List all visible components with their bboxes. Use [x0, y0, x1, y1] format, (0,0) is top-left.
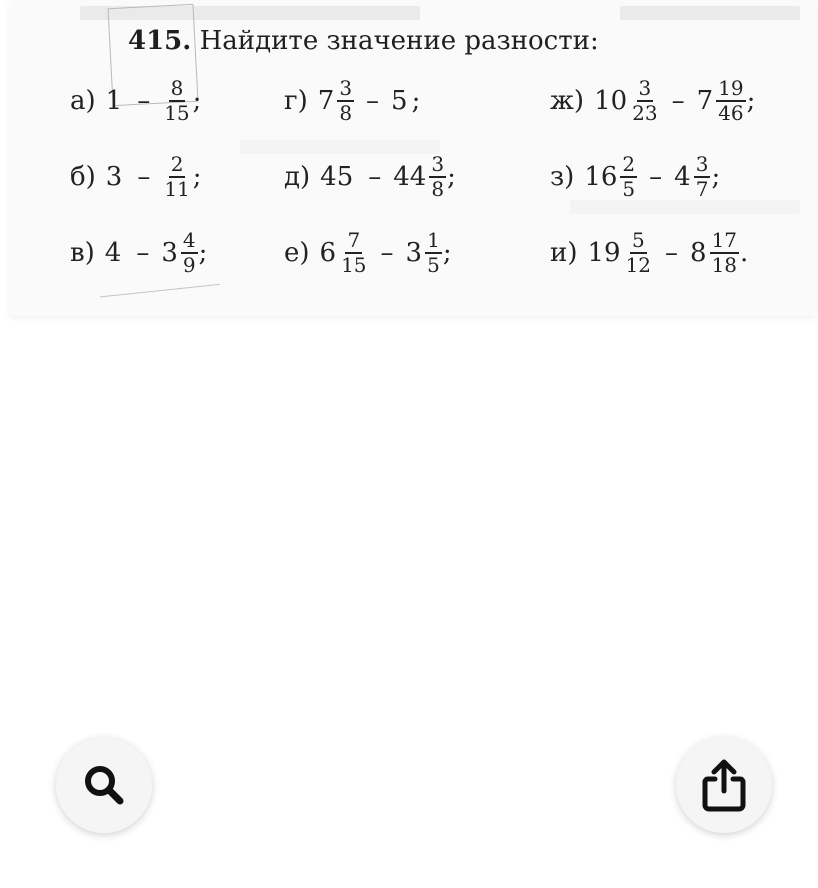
task-item: [550, 70, 755, 132]
denominator: 5: [427, 253, 440, 277]
denominator: 15: [341, 253, 367, 277]
textbook-page-photo: [10, 0, 816, 316]
punctuation: .: [740, 238, 749, 268]
task-item: [284, 146, 456, 208]
minus-sign: –: [137, 162, 151, 192]
whole-number: 4: [674, 162, 691, 192]
fraction: [630, 77, 659, 125]
punctuation: ;: [192, 162, 202, 192]
task-label: и): [550, 238, 578, 268]
minus-sign: –: [136, 238, 150, 268]
whole-number: 44: [393, 162, 427, 192]
search-icon: [80, 761, 128, 809]
denominator: 7: [695, 177, 709, 201]
task-item: [284, 222, 452, 284]
minus-sign: –: [649, 162, 663, 192]
numerator: 3: [431, 152, 445, 176]
numerator: 4: [182, 228, 196, 252]
numerator: 3: [339, 76, 353, 100]
whole-number: 16: [584, 162, 618, 192]
problem-heading: Найдите значение разности:: [199, 26, 599, 56]
fraction: [716, 77, 745, 125]
minus-sign: –: [671, 86, 685, 116]
punctuation: ;: [411, 86, 421, 116]
fraction: [425, 229, 442, 277]
denominator: 12: [625, 253, 652, 277]
task-item: [550, 222, 748, 284]
task-item: [70, 146, 202, 208]
pencil-mark: [100, 284, 224, 316]
numerator: 2: [170, 152, 184, 176]
punctuation: ;: [711, 162, 721, 192]
whole-number: 45: [320, 162, 354, 192]
fraction: [181, 229, 198, 277]
fraction: [624, 229, 653, 277]
minus-sign: –: [368, 162, 382, 192]
numerator: 3: [695, 152, 709, 176]
punctuation: ;: [198, 238, 208, 268]
task-label: в): [70, 238, 95, 268]
task-label: а): [70, 86, 96, 116]
task-item: [70, 222, 207, 284]
fraction: [710, 229, 739, 277]
denominator: 23: [632, 101, 658, 125]
whole-number: 8: [690, 238, 707, 268]
minus-sign: –: [366, 86, 380, 116]
problem-number: 415.: [128, 26, 192, 56]
fraction: [337, 77, 354, 125]
problem-title: [128, 26, 599, 56]
numerator: 19: [718, 76, 744, 100]
whole-number: 6: [319, 238, 337, 268]
denominator: 5: [622, 177, 636, 201]
minus-sign: –: [380, 238, 394, 268]
task-label: з): [550, 162, 575, 192]
punctuation: ;: [447, 162, 456, 192]
whole-number: 3: [161, 238, 178, 268]
task-label: б): [70, 162, 96, 192]
punctuation: ;: [746, 86, 756, 116]
task-label: е): [284, 238, 310, 268]
whole-number: 19: [587, 238, 621, 268]
numerator: 2: [622, 152, 636, 176]
whole-number: 3: [405, 238, 423, 268]
minus-sign: –: [137, 86, 151, 116]
fraction: [162, 153, 191, 201]
minus-sign: –: [665, 238, 679, 268]
numerator: 8: [170, 76, 184, 100]
fraction: [429, 153, 446, 201]
denominator: 8: [431, 177, 445, 201]
share-button[interactable]: [676, 737, 772, 833]
task-label: г): [284, 86, 308, 116]
punctuation: ;: [192, 86, 202, 116]
whole-number: 10: [594, 86, 628, 116]
task-label: ж): [550, 86, 585, 116]
denominator: 18: [711, 253, 738, 277]
numerator: 1: [427, 228, 440, 252]
numerator: 7: [347, 228, 361, 252]
whole-number: 7: [696, 86, 714, 116]
denominator: 8: [339, 101, 353, 125]
denominator: 9: [182, 253, 196, 277]
whole-number: 4: [104, 238, 122, 268]
whole-number: 3: [105, 162, 123, 192]
fraction: [339, 229, 368, 277]
task-item: [70, 70, 201, 132]
fraction: [694, 153, 711, 201]
task-label: д): [284, 162, 311, 192]
numerator: 17: [711, 228, 738, 252]
bleed-through-text: [620, 6, 800, 20]
share-icon: [698, 757, 750, 813]
denominator: 11: [164, 177, 190, 201]
fraction: [620, 153, 637, 201]
denominator: 15: [164, 101, 190, 125]
whole-number: 5: [391, 86, 408, 116]
search-button[interactable]: [56, 737, 152, 833]
numerator: 5: [631, 228, 645, 252]
task-item: [284, 70, 420, 132]
whole-number: 7: [317, 86, 335, 116]
numerator: 3: [638, 76, 652, 100]
punctuation: ;: [442, 238, 452, 268]
denominator: 46: [718, 101, 744, 125]
task-item: [550, 146, 720, 208]
fraction: [162, 77, 191, 125]
whole-number: 1: [105, 86, 123, 116]
